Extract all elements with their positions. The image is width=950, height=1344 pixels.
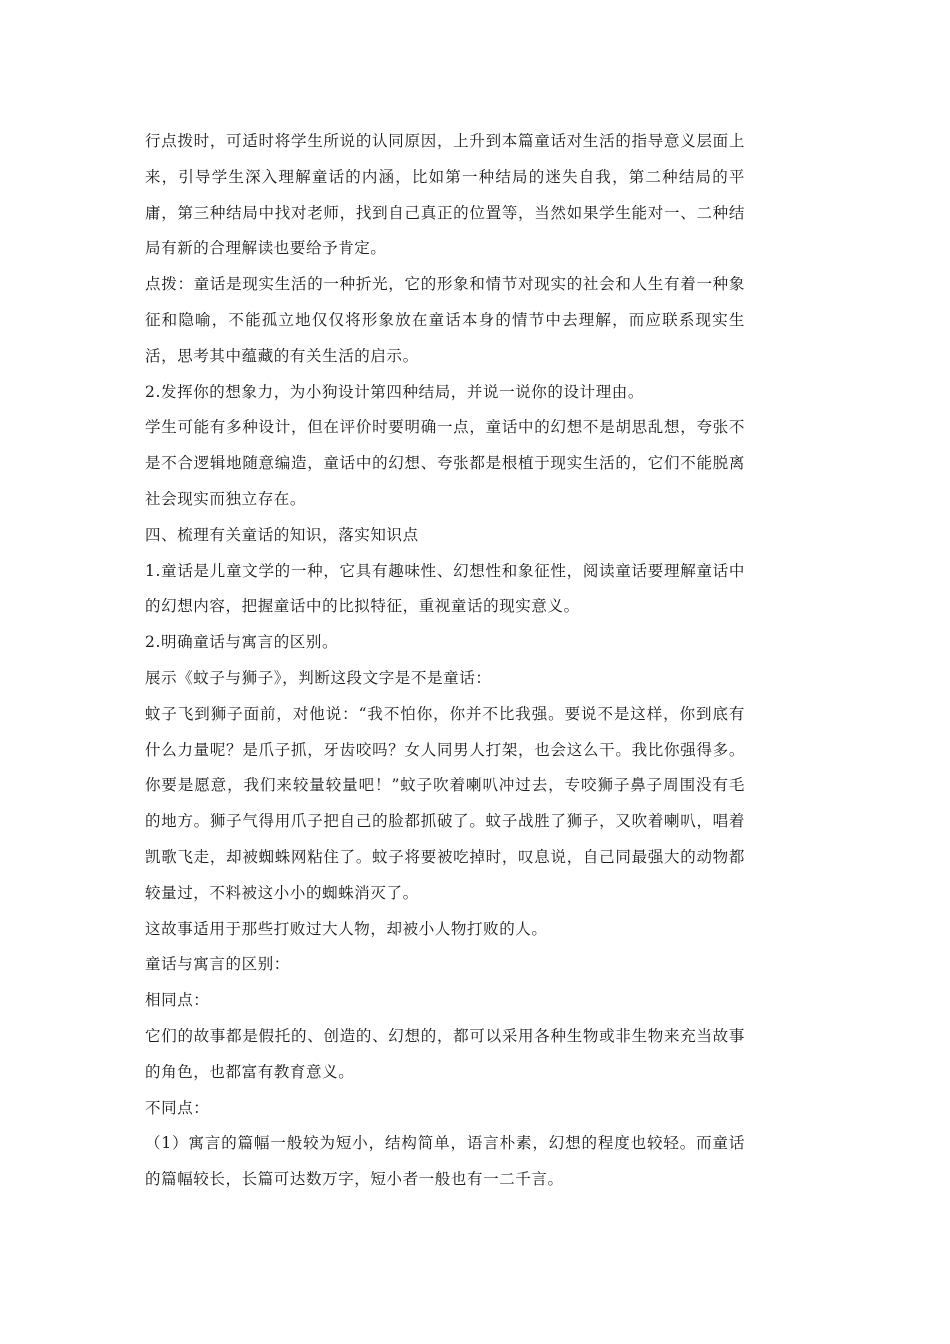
section-heading-4: 四、梳理有关童话的知识，落实知识点 — [145, 525, 419, 544]
paragraph-show-story: 展示《蚊子与狮子》，判断这段文字是不是童话： — [145, 668, 492, 687]
paragraph-fable-moral: 这故事适用于那些打败过大人物，却被小人物打败的人。 — [145, 919, 548, 938]
document-body — [145, 124, 745, 1198]
paragraph-point-1: 1.童话是儿童文学的一种，它具有趣味性、幻想性和象征性，阅读童话要理解童话中的幻想内容，把握童话中的比拟特征，重视童话的现实意义。 — [145, 561, 745, 616]
paragraph-question-2: 2.发挥你的想象力，为小狗设计第四种结局，并说一说你的设计理由。 — [145, 382, 644, 401]
paragraph-guidance-note: 点拨：童话是现实生活的一种折光，它的形象和情节对现实的社会和人生有着一种象征和隐喻，不能孤立地仅仅将形象放在童话本身的情节中去理解，而应联系现实生活，思考其中蕴藏的有关生活的启示。 — [145, 275, 745, 365]
paragraph-difference-1: （1）寓言的篇幅一般较为短小，结构简单，语言朴素，幻想的程度也较轻。而童话的篇幅较长，长篇可达数万字，短小者一般也有一二千言。 — [145, 1134, 745, 1189]
paragraph-similarities-label: 相同点： — [145, 991, 210, 1010]
paragraph-point-2: 2.明确童话与寓言的区别。 — [145, 633, 339, 652]
paragraph-differences-label: 不同点： — [145, 1098, 210, 1117]
paragraph-similarities: 它们的故事都是假托的、创造的、幻想的，都可以采用各种生物或非生物来充当故事的角色，也都富有教育意义。 — [145, 1026, 745, 1081]
paragraph-difference-heading: 童话与寓言的区别： — [145, 955, 290, 974]
paragraph-student-design: 学生可能有多种设计，但在评价时要明确一点，童话中的幻想不是胡思乱想，夸张不是不合逻辑地随意编造，童话中的幻想、夸张都是根植于现实生活的，它们不能脱离社会现实而独立存在。 — [145, 418, 745, 508]
paragraph-fable-text: 蚊子飞到狮子面前，对他说：“我不怕你，你并不比我强。要说不是这样，你到底有什么力量呢？是爪子抓，牙齿咬吗？女人同男人打架，也会这么干。我比你强得多。你要是愿意，我们来较量较量吧！”蚊子吹着喇叭冲过去，专咬狮子鼻子周围没有毛的地方。狮子气得用爪子把自己的脸都抓破了。蚊子战胜了狮子，又吹着喇叭，唱着凯歌飞走，却被蜘蛛网粘住了。蚊子将要被吃掉时，叹息说，自己同最强大的动物都较量过，不料被这小小的蜘蛛消灭了。 — [145, 704, 745, 902]
paragraph-continuation: 行点拨时，可适时将学生所说的认同原因，上升到本篇童话对生活的指导意义层面上来，引导学生深入理解童话的内涵，比如第一种结局的迷失自我，第二种结局的平庸，第三种结局中找对老师，找到自己真正的位置等，当然如果学生能对一、二种结局有新的合理解读也要给予肯定。 — [145, 132, 745, 258]
